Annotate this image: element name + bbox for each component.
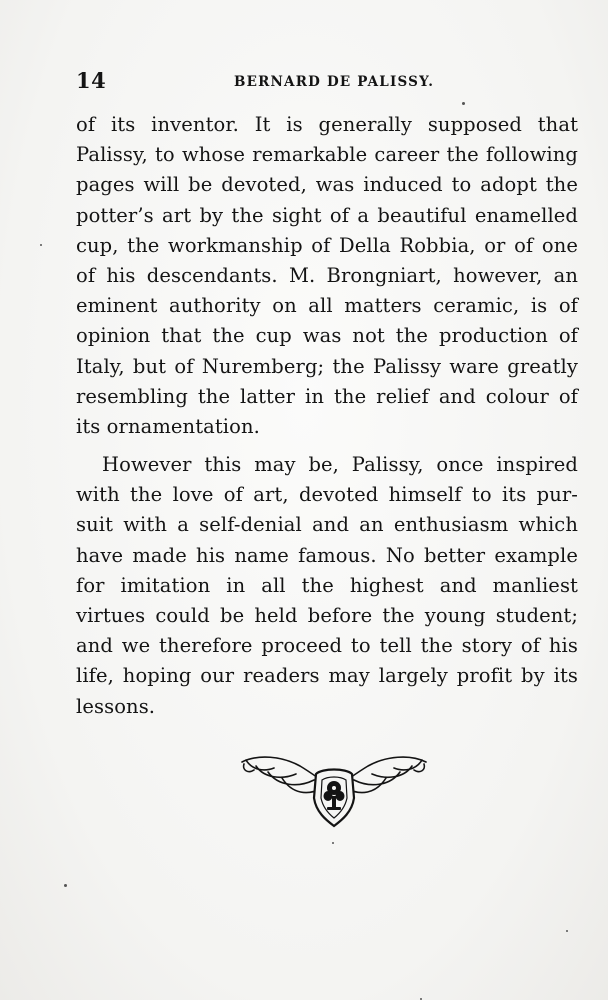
text-line: virtues could be held before the young student; <box>76 604 578 627</box>
text-line: lessons. <box>76 694 156 718</box>
text-line: Italy, but of Nuremberg; the Palissy ware greatly <box>76 354 578 378</box>
text-line: resembling the latter in the relief and colour of <box>76 384 578 408</box>
tailpiece-ornament-icon <box>238 750 430 830</box>
page-header <box>76 68 578 98</box>
text-line: of its inventor. It is generally supposed that <box>76 113 578 136</box>
body-text <box>76 110 578 722</box>
text-line: pages will be devoted, was induced to adopt the <box>76 173 578 197</box>
text-line: eminent authority on all matters ceramic, is of <box>76 294 578 318</box>
text-line: with the love of art, devoted himself to its pur- <box>76 483 578 507</box>
text-line: of his descendants. M. Brongniart, however, an <box>76 263 578 287</box>
text-line: potter’s art by the sight of a beautiful enamelled <box>76 203 578 227</box>
text-line: Palissy, to whose remarkable career the following <box>76 143 578 167</box>
text-line: have made his name famous. No better example <box>76 543 578 567</box>
scan-speck <box>40 244 42 246</box>
scan-speck <box>462 102 465 105</box>
paragraph <box>76 450 578 722</box>
text-line: suit with a self-denial and an enthusiasm which <box>76 513 578 537</box>
text-line: for imitation in all the highest and manliest <box>76 573 578 597</box>
text-line: life, hoping our readers may largely profit by its <box>76 664 578 688</box>
paragraph <box>76 110 578 442</box>
text-line: However this may be, Palissy, once inspired <box>102 453 578 477</box>
scan-speck <box>64 884 67 887</box>
text-line: cup, the workmanship of Della Robbia, or of one <box>76 233 578 257</box>
scan-speck <box>332 842 334 844</box>
text-line: and we therefore proceed to tell the story of his <box>76 634 578 658</box>
text-line: opinion that the cup was not the production of <box>76 324 578 348</box>
page-number: 14 <box>76 68 107 93</box>
running-title: BERNARD DE PALISSY. <box>234 74 435 90</box>
text-line: its ornamentation. <box>76 414 260 438</box>
scan-speck <box>566 930 568 932</box>
